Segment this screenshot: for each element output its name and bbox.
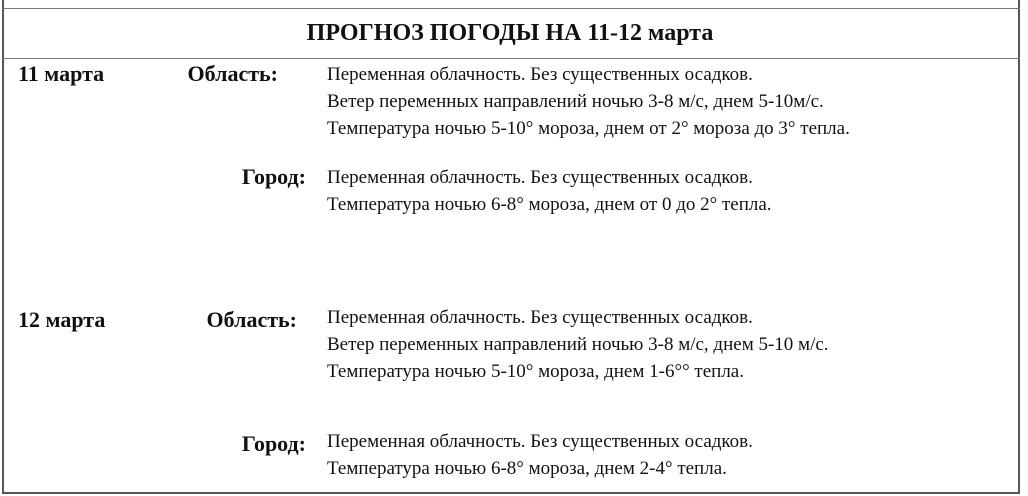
forecast-line: Температура ночью 5-10° мороза, днем от 2° мороза до 3° тепла. xyxy=(327,118,850,139)
top-divider xyxy=(2,8,1020,9)
day-2-gorod-label: Город: xyxy=(241,431,306,456)
day-1-gorod-label: Город: xyxy=(241,164,306,189)
forecast-title: ПРОГНОЗ ПОГОДЫ НА 11-12 марта xyxy=(306,20,714,46)
day-1-gorod-forecast xyxy=(327,164,772,218)
forecast-line: Ветер переменных направлений ночью 3-8 м/с, днем 5-10 м/с. xyxy=(327,334,829,355)
day-2-date: 12 марта xyxy=(18,307,106,332)
day-1-oblast-label: Область: xyxy=(187,61,278,86)
day-1-oblast-forecast xyxy=(327,61,850,142)
forecast-line: Переменная облачность. Без существенных осадков. xyxy=(327,307,753,328)
forecast-line: Ветер переменных направлений ночью 3-8 м/с, днем 5-10м/с. xyxy=(327,91,824,112)
title-divider xyxy=(2,58,1020,59)
forecast-line: Температура ночью 6-8° мороза, днем 2-4° тепла. xyxy=(327,458,727,479)
forecast-line: Переменная облачность. Без существенных осадков. xyxy=(327,64,753,85)
day-1-date: 11 марта xyxy=(18,61,105,86)
forecast-line: Переменная облачность. Без существенных осадков. xyxy=(327,431,753,452)
day-2-gorod-forecast xyxy=(327,428,753,482)
day-2-oblast-label: Область: xyxy=(206,307,297,332)
day-2-oblast-forecast xyxy=(327,304,829,385)
forecast-line: Температура ночью 5-10° мороза, днем 1-6°° тепла. xyxy=(327,361,744,382)
forecast-line: Температура ночью 6-8° мороза, днем от 0 до 2° тепла. xyxy=(327,194,772,215)
forecast-line: Переменная облачность. Без существенных осадков. xyxy=(327,167,753,188)
